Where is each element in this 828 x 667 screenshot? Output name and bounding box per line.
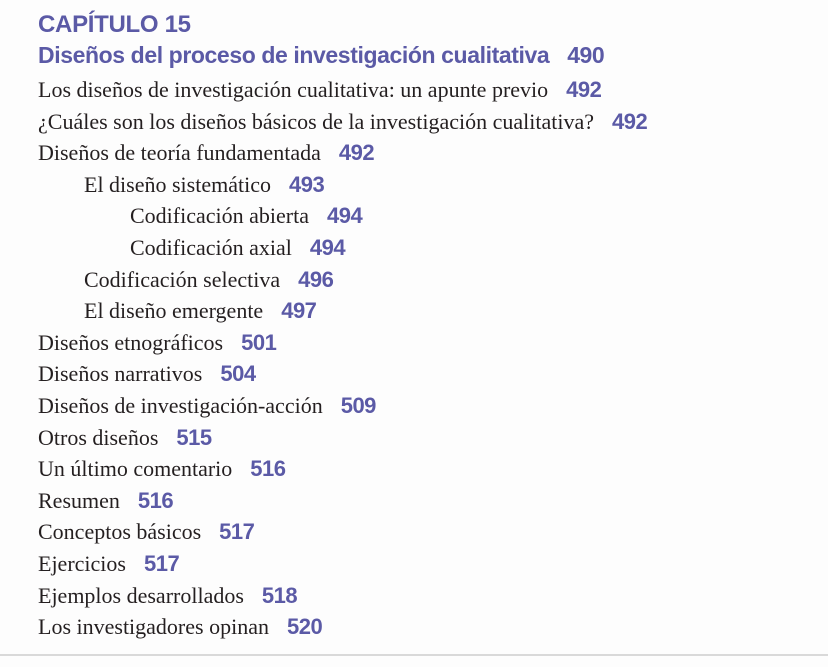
toc-entry (38, 200, 828, 232)
toc-entry (38, 580, 828, 612)
toc-entry-page: 494 (309, 234, 346, 260)
toc-entry (38, 264, 828, 296)
toc-entry (38, 453, 828, 485)
toc-entry-page: 516 (250, 456, 286, 482)
bottom-divider (0, 654, 828, 656)
chapter-label: CAPÍTULO 15 (38, 11, 191, 38)
toc-entry (38, 232, 828, 264)
toc-entry-label: El diseño emergente (84, 298, 264, 324)
toc-entry-page: 517 (219, 519, 255, 545)
toc-entries (38, 74, 828, 643)
toc-entry-label: Resumen (38, 487, 120, 513)
toc-entry (38, 516, 828, 548)
toc-entry-label: Ejercicios (38, 550, 126, 576)
toc-entry (38, 137, 828, 169)
toc-entry-page: 497 (281, 298, 317, 324)
toc-entry (38, 390, 828, 422)
toc-entry-label: Codificación axial (130, 234, 292, 260)
toc-entry-page: 517 (143, 550, 180, 576)
toc-entry-page: 518 (261, 582, 298, 608)
toc-entry-label: Ejemplos desarrollados (38, 582, 244, 608)
toc-entry-page: 492 (566, 77, 602, 102)
toc-entry (38, 422, 828, 454)
toc-entry-page: 520 (286, 614, 323, 640)
toc-entry-label: Conceptos básicos (38, 519, 202, 545)
toc-entry-page: 509 (340, 392, 376, 418)
toc-entry-label: Diseños narrativos (38, 361, 203, 387)
toc-entry-label: Los investigadores opinan (38, 614, 269, 640)
toc-entry-label: Diseños de teoría fundamentada (38, 140, 321, 166)
toc-entry-label: Diseños etnográficos (38, 329, 224, 355)
toc-entry (38, 611, 828, 643)
toc-entry-label: Codificación selectiva (84, 266, 281, 292)
toc-entry-label: Otros diseños (38, 424, 159, 450)
toc-entry (38, 106, 828, 138)
toc-entry-page: 493 (288, 171, 325, 197)
toc-entry-label: Los diseños de investigación cualitativa: un apunte previo (38, 77, 549, 102)
toc-entry (38, 548, 828, 580)
toc-entry-page: 516 (137, 487, 174, 513)
toc-entry (38, 485, 828, 517)
toc-entry (38, 169, 828, 201)
toc-entry-label: El diseño sistemático (84, 171, 271, 197)
toc-entry-page: 501 (241, 329, 277, 355)
toc-entry-label: ¿Cuáles son los diseños básicos de la investigación cualitativa? (38, 108, 594, 134)
toc-entry-label: Diseños de investigación-acción (38, 392, 323, 418)
toc-entry-page: 494 (326, 203, 363, 229)
chapter-page-number: 490 (567, 42, 605, 68)
toc-entry-label: Un último comentario (38, 456, 233, 482)
toc-entry-page: 504 (220, 361, 256, 387)
chapter-title: Diseños del proceso de investigación cualitativa (38, 42, 550, 68)
toc-entry (38, 295, 828, 327)
toc-entry (38, 358, 828, 390)
toc-entry-page: 496 (298, 266, 334, 292)
toc-entry (38, 74, 828, 106)
chapter-title-row (38, 40, 828, 74)
toc-entry (38, 327, 828, 359)
toc-entry-label: Codificación abierta (130, 203, 309, 229)
toc-entry-page: 492 (611, 108, 648, 134)
toc-entry-page: 515 (176, 424, 212, 450)
toc-entry-page: 492 (338, 140, 375, 166)
